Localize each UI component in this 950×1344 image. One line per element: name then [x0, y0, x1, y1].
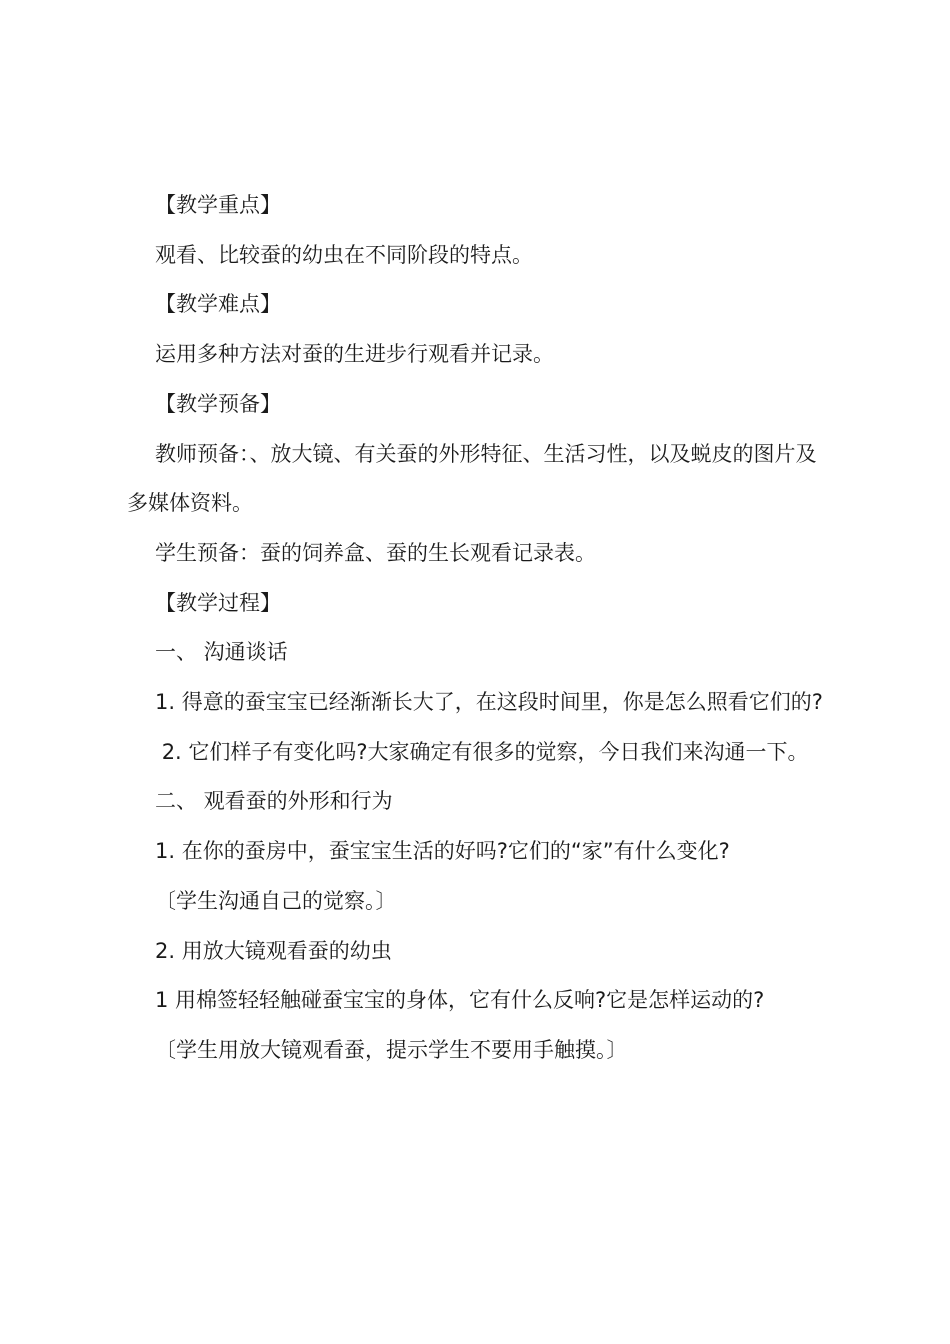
- paragraph-student-preparation: 学生预备：蚕的饲养盒、蚕的生长观看记录表。: [155, 540, 596, 565]
- paragraph-cotton-swab: 1 用棉签轻轻触碰蚕宝宝的身体，它有什么反响?它是怎样运动的?: [155, 988, 765, 1013]
- paragraph-teacher-preparation: 教师预备：、放大镜、有关蚕的外形特征、生活习性，以及蜕皮的图片及多媒体资料。: [127, 441, 817, 516]
- paragraph-student-note-2: 〔学生用放大镜观看蚕，提示学生不要用手触摸。〕: [155, 1037, 628, 1062]
- section-two-title: 二、 观看蚕的外形和行为: [155, 789, 393, 814]
- paragraph-difficulty-content: 运用多种方法对蚕的生进步行观看并记录。: [155, 342, 554, 367]
- paragraph-item-2: 2. 它们样子有变化吗?大家确定有很多的觉察，今日我们来沟通一下。: [155, 739, 809, 764]
- paragraph-item-1: 1. 得意的蚕宝宝已经渐渐长大了，在这段时间里，你是怎么照看它们的?: [155, 690, 823, 715]
- paragraph-student-note-1: 〔学生沟通自己的觉察。〕: [155, 888, 397, 913]
- heading-teaching-difficulty: 【教学难点】: [155, 292, 281, 317]
- heading-teaching-preparation: 【教学预备】: [155, 391, 281, 416]
- heading-teaching-process: 【教学过程】: [155, 590, 281, 615]
- paragraph-section-two-item-2: 2. 用放大镜观看蚕的幼虫: [155, 938, 392, 963]
- section-one-title: 一、 沟通谈话: [155, 640, 288, 665]
- paragraph-focus-content: 观看、比较蚕的幼虫在不同阶段的特点。: [155, 242, 533, 267]
- paragraph-section-two-item-1: 1. 在你的蚕房中，蚕宝宝生活的好吗?它们的“家”有什么变化?: [155, 839, 730, 864]
- heading-teaching-focus: 【教学重点】: [155, 193, 281, 217]
